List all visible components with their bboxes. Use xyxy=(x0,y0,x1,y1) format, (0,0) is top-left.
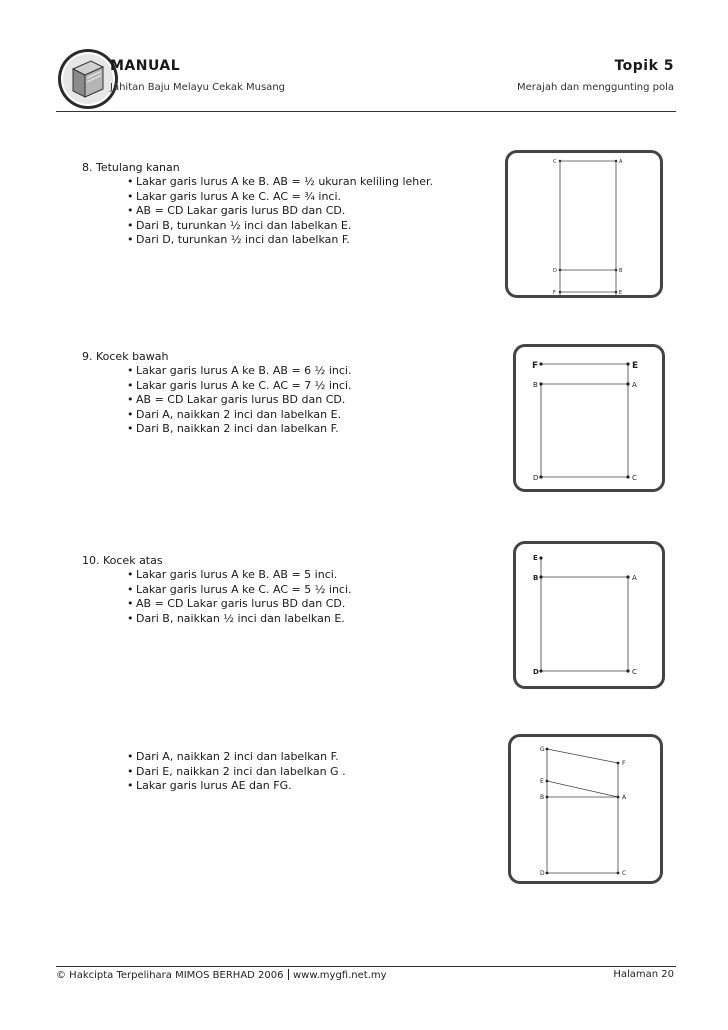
diagram-kocek-bawah xyxy=(513,344,665,492)
manual-subtitle: Jahitan Baju Melayu Cekak Musang xyxy=(110,82,285,93)
point-label-c: C xyxy=(632,668,637,676)
list-item: • AB = CD Lakar garis lurus BD dan CD. xyxy=(127,204,433,219)
diagram-kocek-atas xyxy=(513,541,665,689)
point-label-a: A xyxy=(622,794,627,801)
point-label-b: B xyxy=(533,574,539,582)
list-item: • Dari B, naikkan ½ inci dan labelkan E. xyxy=(127,612,352,627)
list-item: • Dari B, turunkan ½ inci dan labelkan E. xyxy=(127,219,433,234)
diagram-tetulang-kanan xyxy=(505,150,663,298)
bullet-list-tetulang-kanan xyxy=(127,175,433,248)
point-label-c: C xyxy=(622,870,627,877)
header-divider xyxy=(56,111,676,112)
bullet-list-kocek-bawah xyxy=(127,364,352,437)
website-link[interactable]: www.mygfi.net.my xyxy=(293,970,387,981)
point-label-d: D xyxy=(540,870,545,877)
footer-copyright xyxy=(56,969,387,981)
page-number: Halaman 20 xyxy=(613,969,674,980)
point-label-d: D xyxy=(533,474,539,482)
list-item: • AB = CD Lakar garis lurus BD dan CD. xyxy=(127,393,352,408)
list-item: • Dari D, turunkan ½ inci dan labelkan F. xyxy=(127,233,433,248)
topic-subtitle: Merajah dan menggunting pola xyxy=(517,82,674,93)
section-title-kocek-atas: 10. Kocek atas xyxy=(82,554,163,567)
topic-title: Topik 5 xyxy=(614,58,674,74)
footer-separator xyxy=(288,969,290,980)
list-item: • Dari B, naikkan 2 inci dan labelkan F. xyxy=(127,422,352,437)
list-item: • Lakar garis lurus A ke B. AB = 6 ½ inci. xyxy=(127,364,352,379)
section-title-kocek-bawah: 9. Kocek bawah xyxy=(82,350,169,363)
list-item: • Lakar garis lurus A ke C. AC = 5 ½ inci. xyxy=(127,583,352,598)
point-label-f: F xyxy=(532,361,539,371)
point-label-b: B xyxy=(533,381,538,389)
point-label-c: C xyxy=(553,159,557,165)
point-label-d: D xyxy=(533,668,539,676)
point-label-e: E xyxy=(632,361,639,371)
point-label-b: B xyxy=(619,268,623,274)
list-item: • Lakar garis lurus A ke B. AB = 5 inci. xyxy=(127,568,352,583)
list-item: • Lakar garis lurus AE dan FG. xyxy=(127,779,346,794)
manual-title: MANUAL xyxy=(110,58,181,74)
point-label-e: E xyxy=(540,778,544,785)
footer-divider xyxy=(56,966,676,967)
point-label-a: A xyxy=(632,381,637,389)
list-item: • Dari E, naikkan 2 inci dan labelkan G . xyxy=(127,765,346,780)
bullet-list-kocek-atas xyxy=(127,568,352,626)
list-item: • Lakar garis lurus A ke C. AC = ¾ inci. xyxy=(127,190,433,205)
list-item: • Dari A, naikkan 2 inci dan labelkan F. xyxy=(127,750,346,765)
point-label-c: C xyxy=(632,474,637,482)
list-item: • Dari A, naikkan 2 inci dan labelkan E. xyxy=(127,408,352,423)
point-label-g: G xyxy=(540,746,545,753)
book-icon xyxy=(56,47,120,111)
point-label-f: F xyxy=(622,760,626,767)
point-label-d: D xyxy=(553,268,557,274)
list-item: • Lakar garis lurus A ke C. AC = 7 ½ inci. xyxy=(127,379,352,394)
diagram-kocek-atas-lengkap xyxy=(508,734,663,884)
point-label-e: E xyxy=(619,290,623,295)
list-item: • AB = CD Lakar garis lurus BD dan CD. xyxy=(127,597,352,612)
point-label-a: A xyxy=(619,159,623,165)
list-item: • Lakar garis lurus A ke B. AB = ½ ukuran keliling leher. xyxy=(127,175,433,190)
section-title-tetulang-kanan: 8. Tetulang kanan xyxy=(82,161,180,174)
point-label-e: E xyxy=(533,554,538,562)
copyright-text: © Hakcipta Terpelihara MIMOS BERHAD 2006 xyxy=(56,970,284,981)
point-label-b: B xyxy=(540,794,545,801)
point-label-f: F xyxy=(553,290,556,295)
bullet-list-kocek-atas-continued xyxy=(127,750,346,794)
point-label-a: A xyxy=(632,574,637,582)
